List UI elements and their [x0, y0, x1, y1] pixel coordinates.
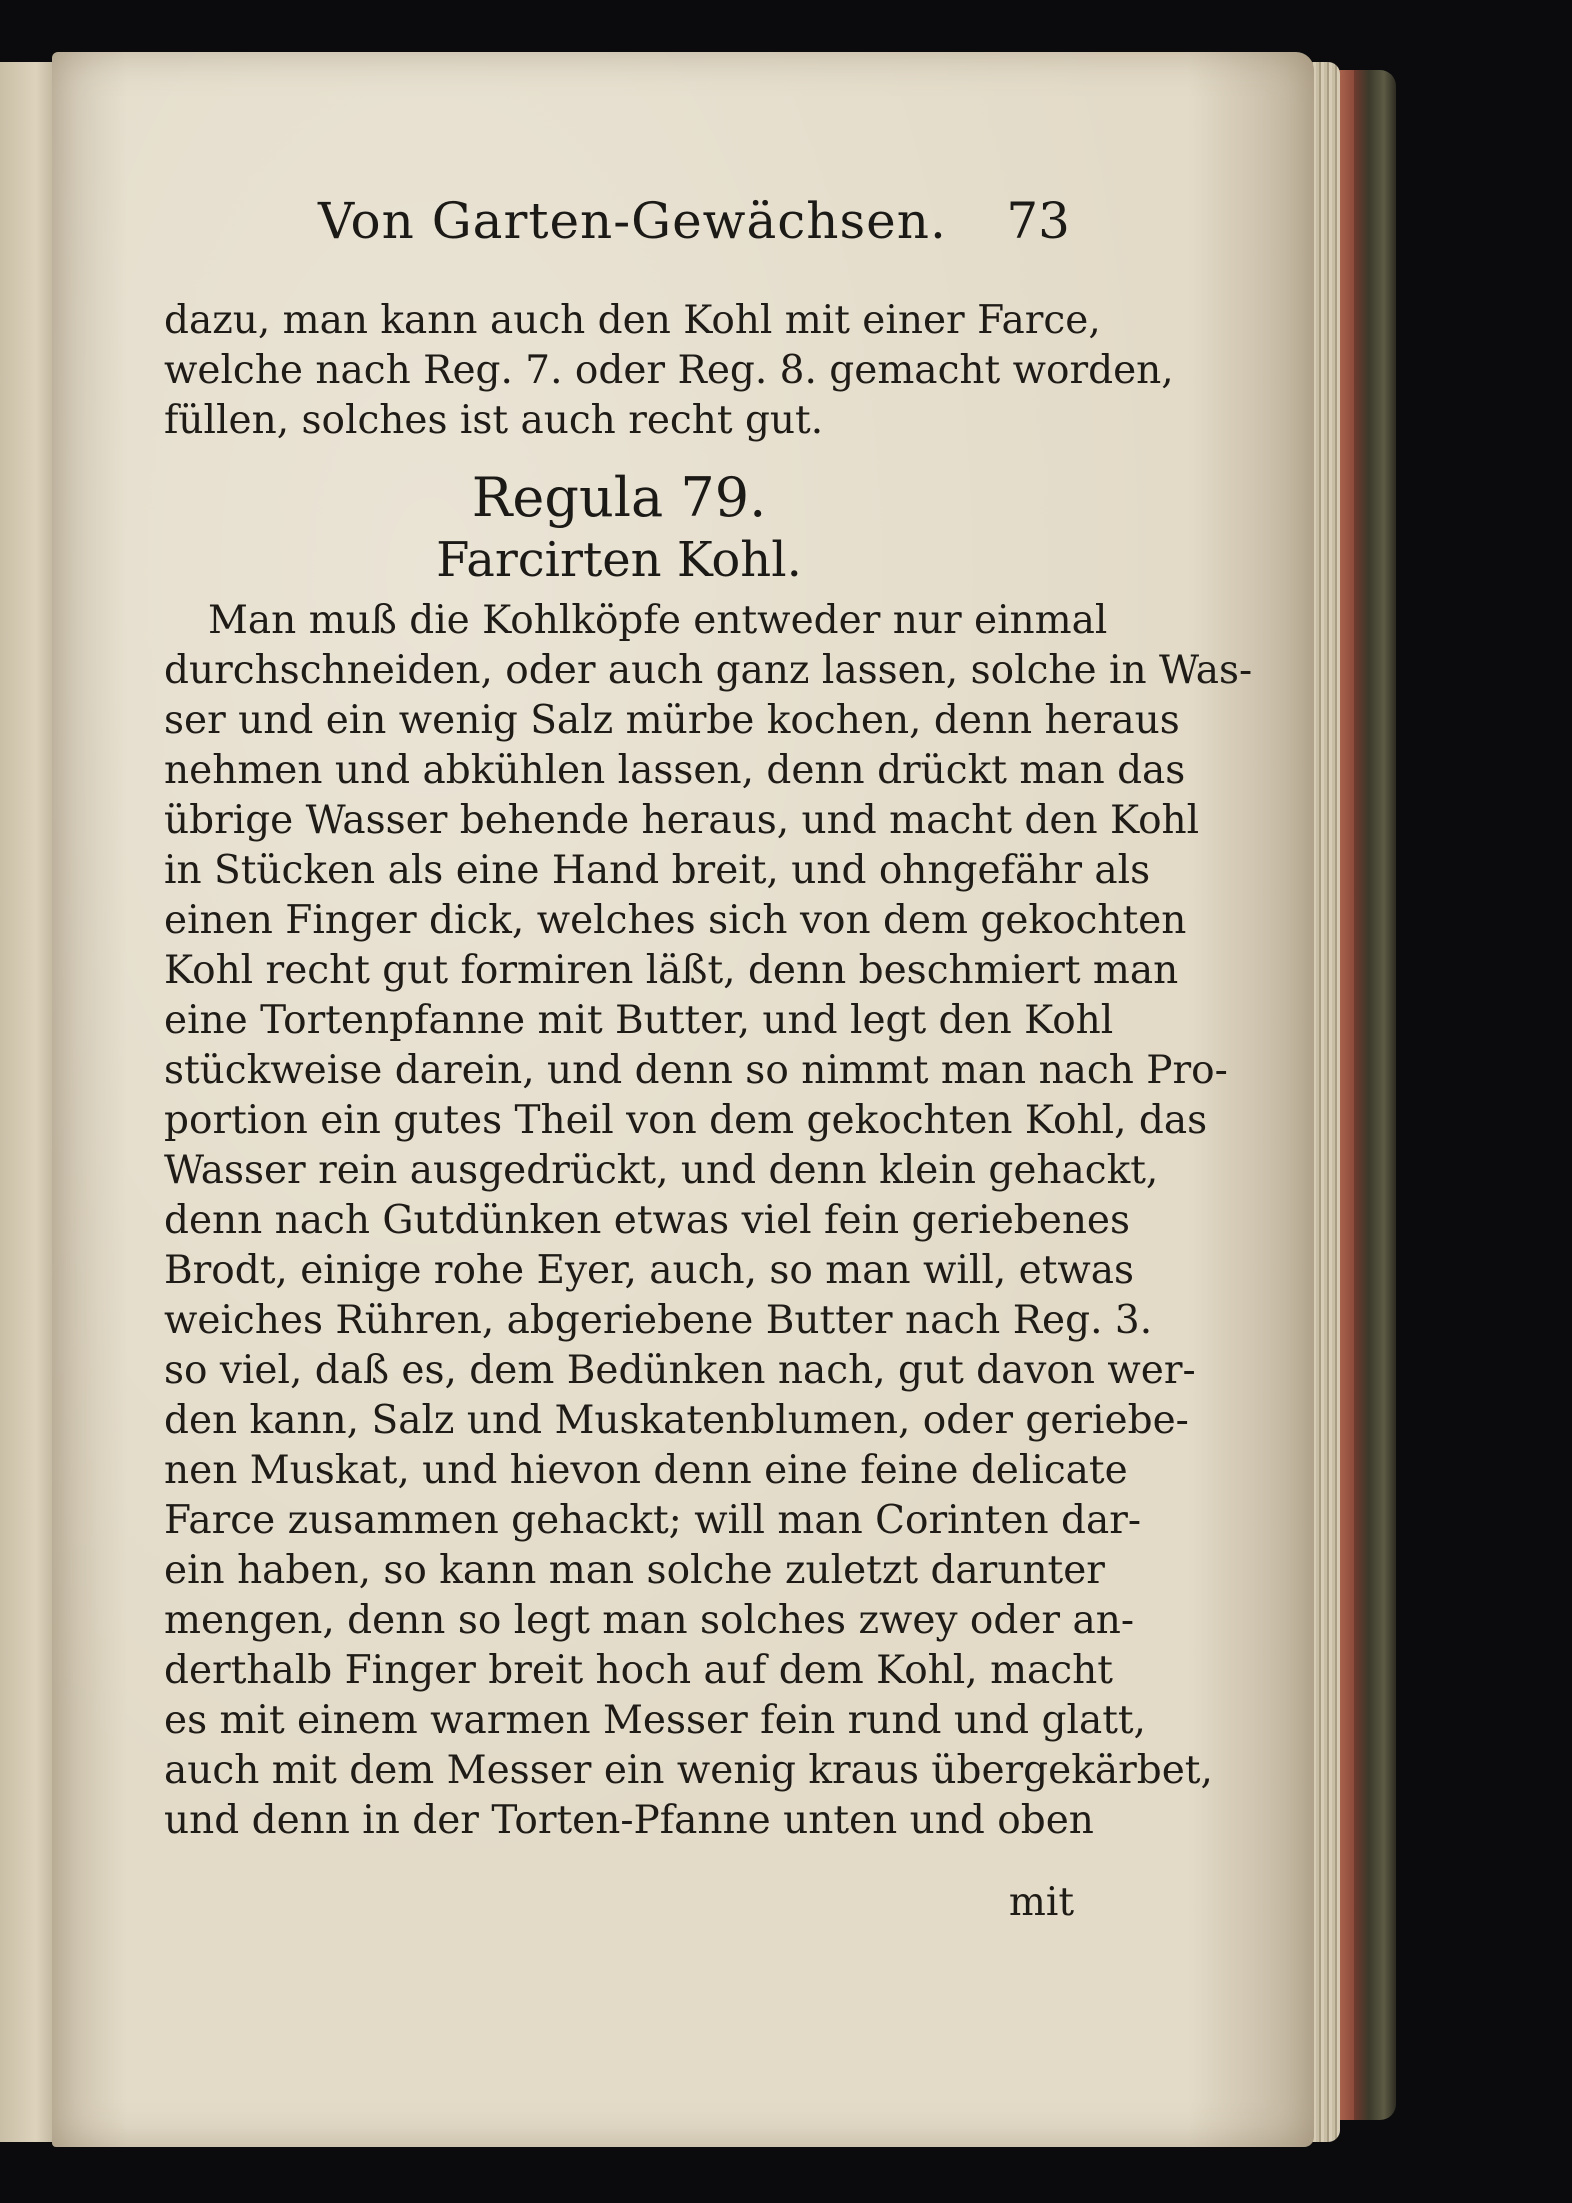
- body-line: durchschneiden, oder auch ganz lassen, solche in Was-: [164, 648, 1253, 693]
- body-line: ein haben, so kann man solche zuletzt darunter: [164, 1548, 1105, 1593]
- running-title: Von Garten-Gewächsen.: [318, 192, 947, 250]
- body-line: derthalb Finger breit hoch auf dem Kohl, macht: [164, 1648, 1113, 1693]
- body-line: übrige Wasser behende heraus, und macht den Kohl: [164, 798, 1200, 843]
- intro-line: dazu, man kann auch den Kohl mit einer Farce,: [164, 298, 1101, 343]
- body-line: den kann, Salz und Muskatenblumen, oder geriebe-: [164, 1398, 1189, 1443]
- body-line: eine Tortenpfanne mit Butter, und legt den Kohl: [164, 998, 1114, 1043]
- body-line: Farce zusammen gehackt; will man Corinten dar-: [164, 1498, 1142, 1543]
- body-line: es mit einem warmen Messer fein rund und glatt,: [164, 1698, 1146, 1743]
- section-number: Regula 79.: [471, 466, 767, 529]
- page-number: 73: [1006, 192, 1070, 250]
- intro-line: welche nach Reg. 7. oder Reg. 8. gemacht worden,: [164, 348, 1174, 393]
- body-line: stückweise darein, und denn so nimmt man nach Pro-: [164, 1048, 1228, 1093]
- body-line: Brodt, einige rohe Eyer, auch, so man will, etwas: [164, 1248, 1135, 1293]
- running-head: [318, 192, 1070, 256]
- body-line: auch mit dem Messer ein wenig kraus übergekärbet,: [164, 1748, 1213, 1793]
- body-line: weiches Rühren, abgeriebene Butter nach Reg. 3.: [164, 1298, 1153, 1343]
- book-cover-edge: [1336, 70, 1396, 2120]
- body-line: nehmen und abkühlen lassen, denn drückt man das: [164, 748, 1186, 793]
- body-line: nen Muskat, und hievon denn eine feine delicate: [164, 1448, 1128, 1493]
- body-line: ser und ein wenig Salz mürbe kochen, denn heraus: [164, 698, 1180, 743]
- body-line: so viel, daß es, dem Bedünken nach, gut davon wer-: [164, 1348, 1196, 1393]
- section-title: Farcirten Kohl.: [436, 532, 802, 588]
- catchword: mit: [1008, 1880, 1074, 1925]
- body-line: Man muß die Kohlköpfe entweder nur einmal: [208, 598, 1108, 643]
- intro-line: füllen, solches ist auch recht gut.: [164, 398, 824, 443]
- body-line: in Stücken als eine Hand breit, und ohngefähr als: [164, 848, 1151, 893]
- body-line: denn nach Gutdünken etwas viel fein geriebenes: [164, 1198, 1131, 1243]
- body-line: einen Finger dick, welches sich von dem gekochten: [164, 898, 1187, 943]
- body-line: portion ein gutes Theil von dem gekochten Kohl, das: [164, 1098, 1208, 1143]
- body-line: mengen, denn so legt man solches zwey oder an-: [164, 1598, 1135, 1643]
- body-line: und denn in der Torten-Pfanne unten und oben: [164, 1798, 1094, 1843]
- body-line: Kohl recht gut formiren läßt, denn beschmiert man: [164, 948, 1179, 993]
- body-line: Wasser rein ausgedrückt, und denn klein gehackt,: [164, 1148, 1159, 1193]
